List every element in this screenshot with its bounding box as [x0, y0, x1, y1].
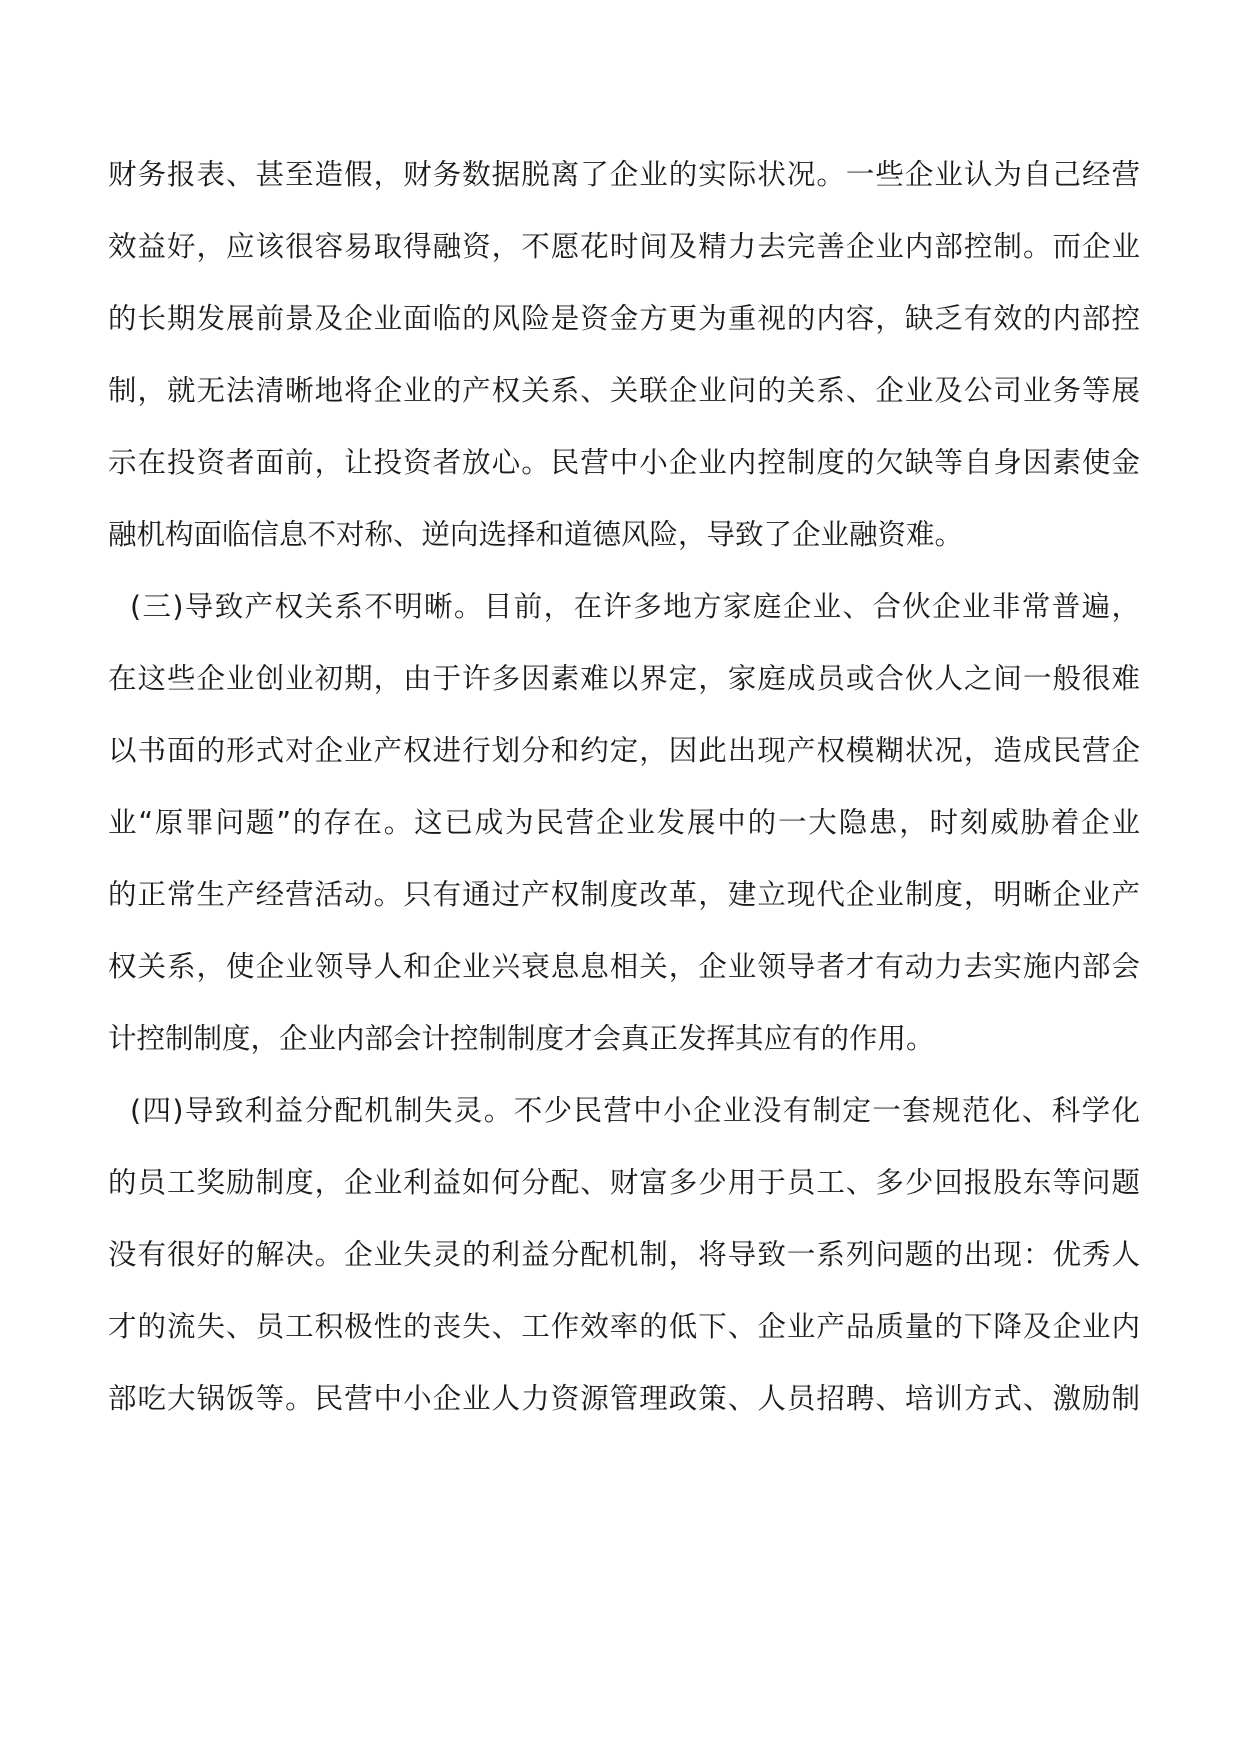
text-line-16: 没有很好的解决。企业失灵的利益分配机制，将导致一系列问题的出现：优秀人 [108, 1238, 1140, 1271]
text-line-11: 的正常生产经营活动。只有通过产权制度改革，建立现代企业制度，明晰企业产 [108, 878, 1140, 911]
text-line-18: 部吃大锅饭等。民营中小企业人力资源管理政策、人员招聘、培训方式、激励制 [108, 1382, 1140, 1415]
text-line-4: 制，就无法清晰地将企业的产权关系、关联企业问的关系、企业及公司业务等展 [108, 374, 1140, 407]
text-line-2: 效益好，应该很容易取得融资，不愿花时间及精力去完善企业内部控制。而企业 [108, 230, 1140, 263]
text-line-1: 财务报表、甚至造假，财务数据脱离了企业的实际状况。一些企业认为自己经营 [108, 158, 1140, 191]
section-three-heading-line: (三)导致产权关系不明晰。目前，在许多地方家庭企业、合伙企业非常普遍， [130, 590, 1140, 623]
text-line-10: 业“原罪问题”的存在。这已成为民营企业发展中的一大隐患，时刻威胁着企业 [108, 806, 1140, 839]
text-line-3: 的长期发展前景及企业面临的风险是资金方更为重视的内容，缺乏有效的内部控 [108, 302, 1140, 335]
text-line-12: 权关系，使企业领导人和企业兴衰息息相关，企业领导者才有动力去实施内部会 [108, 950, 1140, 983]
text-line-9: 以书面的形式对企业产权进行划分和约定，因此出现产权模糊状况，造成民营企 [108, 734, 1140, 767]
text-line-6: 融机构面临信息不对称、逆向选择和道德风险，导致了企业融资难。 [108, 518, 964, 551]
text-line-8: 在这些企业创业初期，由于许多因素难以界定，家庭成员或合伙人之间一般很难 [108, 662, 1140, 695]
text-line-5: 示在投资者面前，让投资者放心。民营中小企业内控制度的欠缺等自身因素使金 [108, 446, 1140, 479]
section-four-heading-line: (四)导致利益分配机制失灵。不少民营中小企业没有制定一套规范化、科学化 [130, 1094, 1140, 1127]
text-line-13: 计控制制度，企业内部会计控制制度才会真正发挥其应有的作用。 [108, 1022, 935, 1055]
text-line-17: 才的流失、员工积极性的丧失、工作效率的低下、企业产品质量的下降及企业内 [108, 1310, 1140, 1343]
text-line-15: 的员工奖励制度，企业利益如何分配、财富多少用于员工、多少回报股东等问题 [108, 1166, 1140, 1199]
